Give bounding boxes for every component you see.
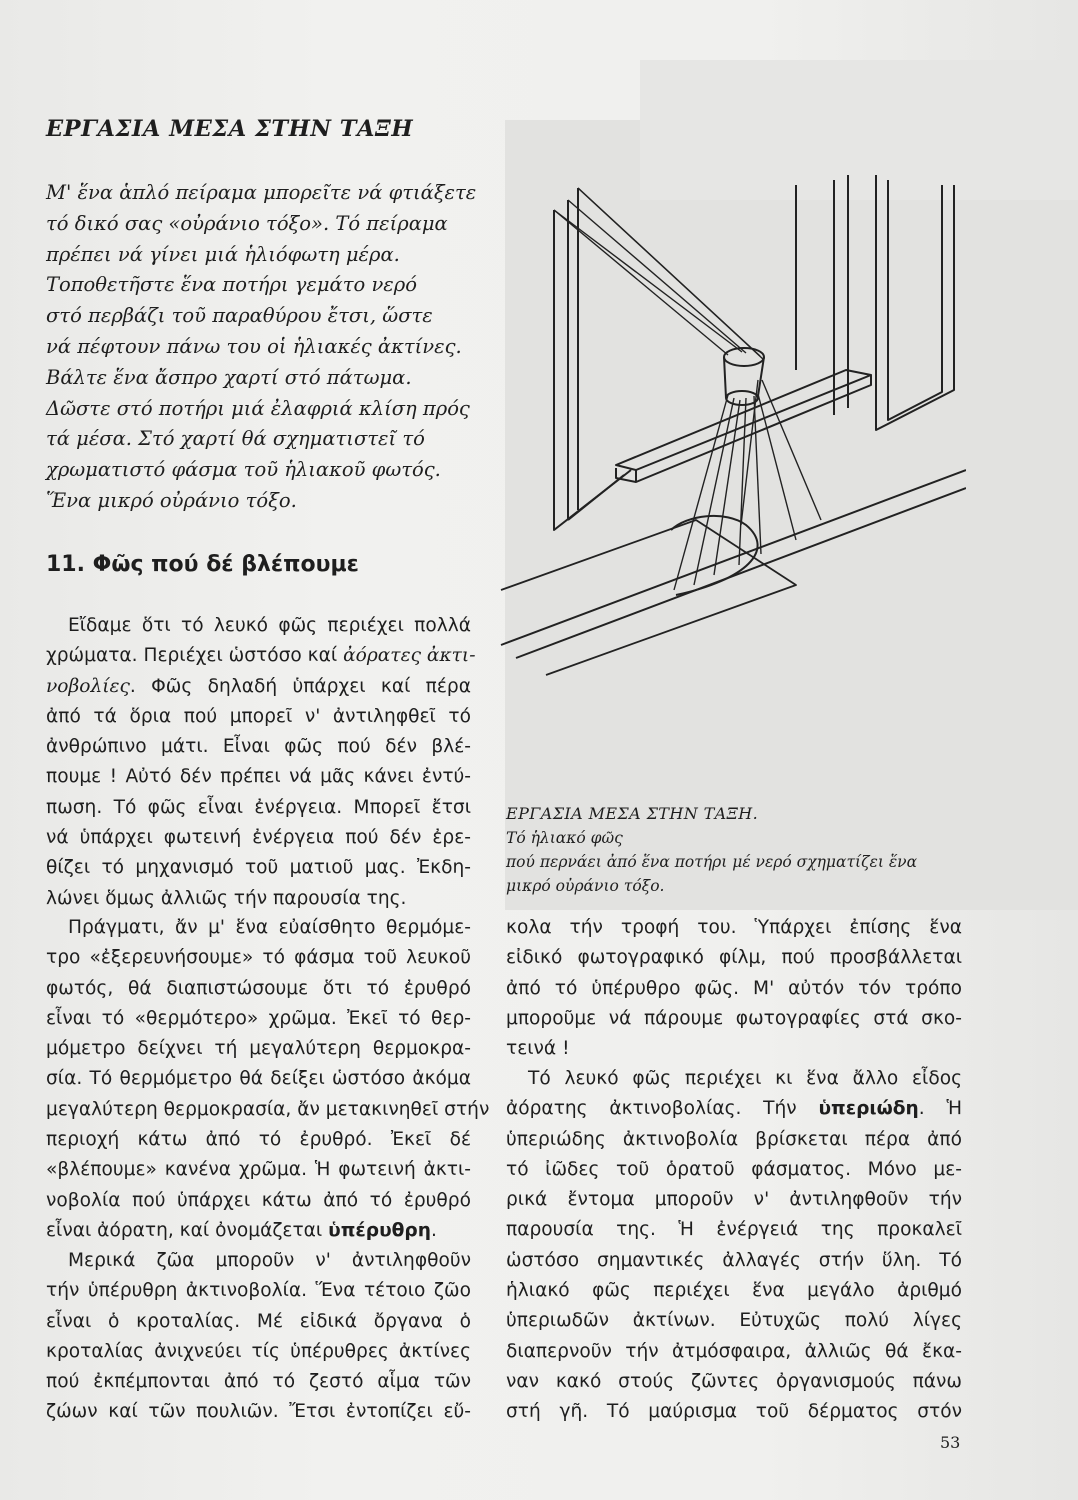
text-line: ἀπό τά ὅρια πού μπορεῖ ν' ἀντιληφθεῖ τό: [46, 705, 471, 727]
paragraph-rattlesnake: [46, 1246, 471, 1428]
experiment-line: τό δικό σας «οὐράνιο τόξο». Τό πείραμα: [46, 211, 448, 235]
text-line: πωση. Τό φῶς εἶναι ἐνέργεια. Μπορεῖ ἔτσι: [46, 796, 471, 818]
text-line: πουμε ! Αὐτό δέν πρέπει νά μᾶς κάνει ἐντύ-: [46, 766, 471, 788]
bold-term: ὑπέρυθρη: [328, 1219, 431, 1241]
sun-ray: [578, 188, 764, 360]
bold-term: ὑπεριώδη: [818, 1098, 919, 1120]
figure-caption: [506, 802, 966, 898]
sun-ray: [568, 200, 746, 353]
text-line: ναν κακό στούς ζῶντες ὀργανισμούς πάνω: [506, 1370, 962, 1392]
experiment-line: Βάλτε ἕνα ἄσπρο χαρτί στό πάτωμα.: [46, 365, 412, 389]
text-line: νοβολία πού ὑπάρχει κάτω ἀπό τό ἐρυθρό: [46, 1189, 471, 1211]
experiment-line: Τοποθετῆστε ἕνα ποτήρι γεμάτο νερό: [46, 273, 417, 297]
text-line: μποροῦμε νά πάρουμε φωτογραφίες στά σκο-: [506, 1007, 962, 1029]
text-line: ἡλιακό φῶς περιέχει ἕνα μεγάλο ἀριθμό: [506, 1280, 962, 1302]
text-line: ὡστόσο σημαντικές ἀλλαγές στήν ὕλη. Τό: [506, 1249, 962, 1271]
text-line: φωτός, θά διαπιστώσουμε ὅτι τό ἐρυθρό: [46, 977, 471, 999]
caption-text: Τό ἡλιακό φῶς: [506, 829, 623, 847]
text-line: σία. Τό θερμόμετρο θά δείξει ὡστόσο ἀκόμα: [46, 1068, 471, 1090]
experiment-line: πρέπει νά γίνει μιά ἡλιόφωτη μέρα.: [46, 242, 400, 266]
refracted-ray: [694, 398, 734, 585]
text-line: εἶναι ὁ κροταλίας. Μέ εἰδικά ὄργανα ὁ: [46, 1310, 471, 1332]
experiment-line: Δῶστε στό ποτήρι μιά ἐλαφριά κλίση πρός: [46, 396, 470, 420]
text-line: «βλέπουμε» κανένα χρῶμα. Ἡ φωτεινή ἀκτι-: [46, 1159, 471, 1181]
paper-sheet: [501, 520, 796, 675]
caption-line: πού περνάει ἀπό ἕνα ποτήρι μέ νερό σχηματίζει ἕνα: [506, 853, 918, 871]
sun-ray: [554, 210, 728, 355]
window-glass-rainbow-figure: [496, 170, 966, 685]
experiment-line: χρωματιστό φάσμα τοῦ ἡλιακοῦ φωτός.: [46, 458, 441, 482]
experiment-line: στό περβάζι τοῦ παραθύρου ἔτσι, ὥστε: [46, 304, 433, 328]
text-run: ἀόρατης ἀκτινοβολίας. Τήν: [506, 1098, 819, 1120]
paragraph-ultraviolet: [506, 1064, 962, 1428]
text-line: τεινά !: [506, 1038, 570, 1060]
text-run: .: [430, 1219, 437, 1241]
caption-line: μικρό οὐράνιο τόξο.: [506, 877, 665, 895]
text-run: εἶναι ἀόρατη, καί ὀνομάζεται: [46, 1219, 329, 1241]
wall-floor-line: [501, 470, 966, 645]
experiment-line: Ἕνα μικρό οὐράνιο τόξο.: [46, 488, 297, 512]
text-line: εἰδικό φωτογραφικό φίλμ, πού προσβάλλεται: [506, 947, 962, 969]
text-line: [46, 672, 471, 702]
text-line: [46, 1216, 471, 1246]
emphasis-run: νοβολίες: [46, 675, 130, 697]
text-line: ὑπεριώδης ἀκτινοβολία βρίσκεται πέρα ἀπό: [506, 1128, 962, 1150]
text-line: Πράγματι, ἄν μ' ἕνα εὐαίσθητο θερμόμε-: [68, 917, 471, 938]
text-line: τό ἰῶδες τοῦ ὁρατοῦ φάσματος. Μόνο με-: [506, 1158, 962, 1180]
sill-front: [636, 375, 871, 482]
text-line: νά ὑπάρχει φωτεινή ἐνέργεια πού δέν ἐρε-: [46, 827, 471, 849]
text-line: ἀπό τό ὑπέρυθρο φῶς. Μ' αὐτόν τόν τρόπο: [506, 977, 962, 999]
text-line: παρουσία της. Ἡ ἐνέργειά της προκαλεῖ: [506, 1219, 962, 1241]
emphasis-run: ἀόρατες ἀκτι-: [343, 645, 476, 667]
experiment-instructions: [46, 178, 477, 517]
experiment-line: Μ' ἕνα ἁπλό πείραμα μπορεῖτε νά φτιάξετε: [46, 181, 477, 204]
text-run: . Φῶς δηλαδή ὑπάρχει καί πέρα: [129, 675, 471, 697]
paragraph-infrared-film: [506, 913, 962, 1064]
refracted-ray: [674, 395, 728, 590]
text-line: στή γῆ. Τό μαύρισμα τοῦ δέρματος στόν: [506, 1401, 962, 1423]
text-line: ρικά ἔντομα μποροῦν ν' ἀντιληφθοῦν τήν: [506, 1189, 962, 1211]
text-run: χρώματα. Περιέχει ὡστόσο καί: [46, 645, 344, 667]
text-line: περιοχή κάτω ἀπό τό ἐρυθρό. Ἐκεῖ δέ: [46, 1129, 471, 1151]
text-line: Τό λευκό φῶς περιέχει κι ἕνα ἄλλο εἶδος: [528, 1068, 962, 1089]
left-window-frame: [554, 210, 631, 530]
page-number: 53: [940, 1433, 961, 1452]
text-line: τήν ὑπέρυθρη ἀκτινοβολία. Ἕνα τέτοιο ζῶο: [46, 1280, 471, 1302]
glass-base: [726, 391, 758, 405]
text-line: ὑπεριωδῶν ἀκτίνων. Εὐτυχῶς πολύ λίγες: [506, 1310, 962, 1332]
experiment-line: τά μέσα. Στό χαρτί θά σχηματιστεῖ τό: [46, 427, 425, 451]
experiment-line: νά πέφτουν πάνω του οἱ ἡλιακές ἀκτίνες.: [46, 334, 462, 358]
caption-line: [506, 802, 966, 850]
text-line: ζώων καί τῶν πουλιῶν. Ἔτσι ἐντοπίζει εὔ-: [46, 1401, 471, 1423]
text-line: ἀνθρώπινο μάτι. Εἶναι φῶς πού δέν βλέ-: [46, 736, 471, 758]
paragraph-infrared: [46, 913, 490, 1246]
text-line: πού ἐκπέμπονται ἀπό τό ζεστό αἷμα τῶν: [46, 1371, 471, 1393]
text-line: λώνει ὅμως ἀλλιῶς τήν παρουσία της.: [46, 887, 407, 909]
text-line: τρο «ἐξερευνήσουμε» τό φάσμα τοῦ λευκοῦ: [46, 947, 471, 969]
text-line: θίζει τό μηχανισμό τοῦ ματιοῦ μας. Ἐκδη-: [46, 857, 471, 879]
text-line: Μερικά ζῶα μποροῦν ν' ἀντιληφθοῦν: [68, 1250, 471, 1271]
text-line: Εἴδαμε ὅτι τό λευκό φῶς περιέχει πολλά: [68, 615, 471, 636]
text-run: . Ἡ: [918, 1098, 962, 1120]
caption-heading: ΕΡΓΑΣΙΑ ΜΕΣΑ ΣΤΗΝ ΤΑΞΗ.: [506, 804, 759, 823]
right-window-inner: [888, 180, 942, 420]
section-heading: ΕΡΓΑΣΙΑ ΜΕΣΑ ΣΤΗΝ ΤΑΞΗ: [46, 116, 414, 142]
text-line: μόμετρο δείχνει τή μεγαλύτερη θερμοκρα-: [46, 1038, 471, 1060]
refracted-ray: [714, 400, 740, 575]
sun-ray: [554, 210, 742, 352]
text-line: εἶναι τό «θερμότερο» χρῶμα. Ἐκεῖ τό θερ-: [46, 1007, 471, 1029]
text-line: κολα τήν τροφή του. Ὑπάρχει ἐπίσης ἕνα: [506, 917, 962, 938]
paragraph-invisible-light: [46, 611, 476, 914]
refracted-ray: [762, 380, 821, 520]
text-line: διαπερνοῦν τήν ἀτμόσφαιρα, ἀλλιῶς θά ἔκα-: [506, 1340, 962, 1362]
text-line: [46, 641, 476, 671]
text-line: κροταλίας ἀνιχνεύει τίς ὑπέρυθρες ἀκτίνες: [46, 1340, 471, 1362]
chapter-title: 11. Φῶς πού δέ βλέπουμε: [46, 552, 359, 577]
text-line: [506, 1094, 962, 1124]
text-line: μεγαλύτερη θερμοκρασία, ἄν μετακινηθεῖ στήν: [46, 1098, 490, 1120]
right-window-frame: [834, 175, 954, 430]
refracted-ray: [739, 398, 746, 565]
